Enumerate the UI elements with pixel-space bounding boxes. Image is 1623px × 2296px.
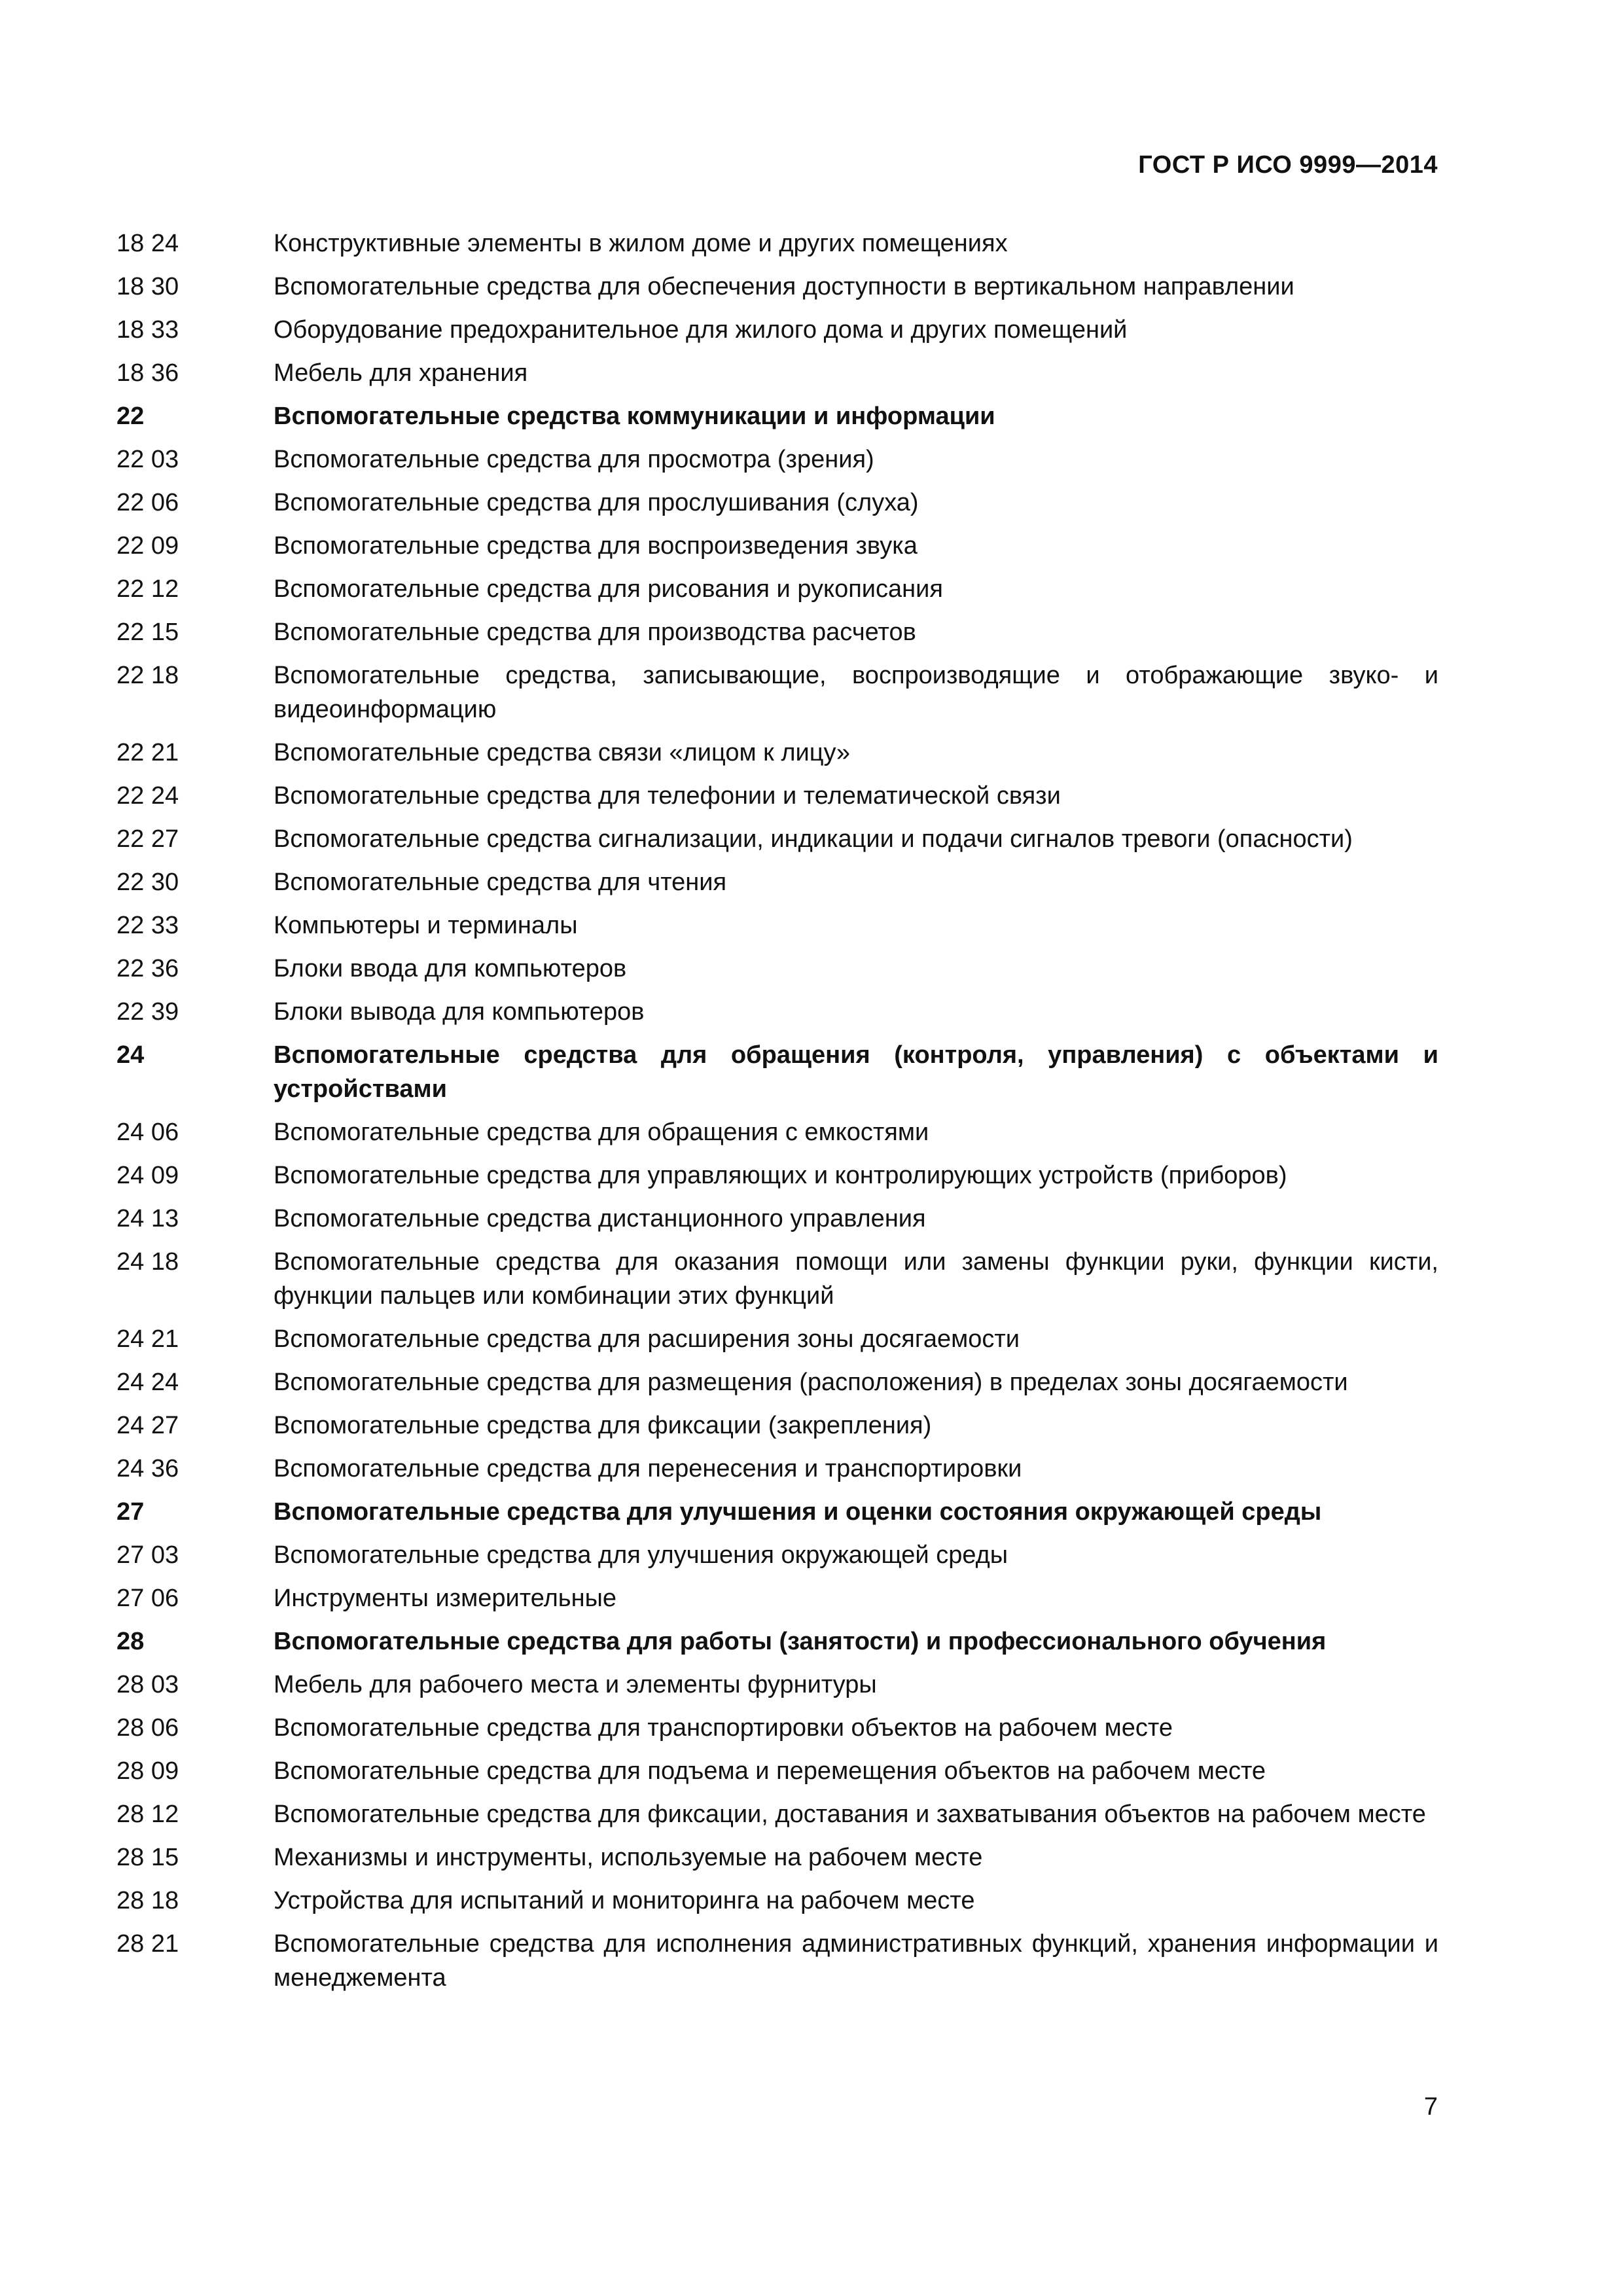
- classification-description: Вспомогательные средства для обращения (контроля, управления) с объектами и устройствами: [274, 1041, 1438, 1103]
- classification-description: Конструктивные элементы в жилом доме и других помещениях: [274, 230, 1008, 257]
- classification-description: Вспомогательные средства для обеспечения доступности в вертикальном направлении: [274, 273, 1294, 300]
- classification-description: Вспомогательные средства для управляющих и контролирующих устройств (приборов): [274, 1162, 1287, 1189]
- subclass-row: [116, 908, 1438, 952]
- classification-description: Вспомогательные средства сигнализации, индикации и подачи сигналов тревоги (опасности): [274, 825, 1353, 853]
- classification-description: Вспомогательные средства связи «лицом к лицу»: [274, 739, 851, 766]
- classification-code: 24 27: [116, 1412, 179, 1439]
- classification-description: Вспомогательные средства для исполнения административных функций, хранения информации и менеджемента: [274, 1930, 1438, 1992]
- subclass-row: [116, 1797, 1438, 1840]
- classification-description: Вспомогательные средства для расширения зоны досягаемости: [274, 1325, 1020, 1353]
- classification-code: 27: [116, 1498, 145, 1526]
- classification-description: Вспомогательные средства для размещения (расположения) в пределах зоны досягаемости: [274, 1369, 1348, 1396]
- subclass-row: [116, 1711, 1438, 1754]
- subclass-row: [116, 995, 1438, 1038]
- subclass-row: [116, 226, 1438, 270]
- classification-description: Мебель для хранения: [274, 359, 528, 387]
- classification-code: 27 03: [116, 1541, 179, 1569]
- page-number: 7: [1423, 2093, 1438, 2121]
- subclass-row: [116, 658, 1438, 736]
- classification-description: Вспомогательные средства для воспроизведения звука: [274, 532, 918, 560]
- subclass-row: [116, 865, 1438, 908]
- classification-description: Вспомогательные средства коммуникации и информации: [274, 403, 995, 430]
- classification-description: Вспомогательные средства для перенесения и транспортировки: [274, 1455, 1022, 1482]
- classification-code: 24: [116, 1041, 145, 1069]
- classification-code: 22 03: [116, 446, 179, 473]
- subclass-row: [116, 1840, 1438, 1884]
- classification-description: Вспомогательные средства для оказания помощи или замены функции руки, функции кисти, функции пальцев или комбинации этих функций: [274, 1248, 1438, 1310]
- classification-code: 24 24: [116, 1369, 179, 1396]
- classification-code: 24 13: [116, 1205, 179, 1232]
- classification-code: 22 39: [116, 998, 179, 1026]
- classification-code: 22 24: [116, 782, 179, 810]
- classification-code: 24 18: [116, 1248, 179, 1276]
- subclass-row: [116, 779, 1438, 822]
- classification-code: 22 06: [116, 489, 179, 516]
- classification-code: 22 27: [116, 825, 179, 853]
- classification-description: Оборудование предохранительное для жилого дома и других помещений: [274, 316, 1128, 344]
- classification-code: 28 12: [116, 1801, 179, 1828]
- classification-code: 18 33: [116, 316, 179, 344]
- class-heading-row: [116, 1624, 1438, 1668]
- subclass-row: [116, 736, 1438, 779]
- subclass-row: [116, 1538, 1438, 1581]
- classification-code: 28 03: [116, 1671, 179, 1698]
- classification-description: Мебель для рабочего места и элементы фурнитуры: [274, 1671, 877, 1698]
- subclass-row: [116, 572, 1438, 615]
- classification-description: Вспомогательные средства для фиксации, доставания и захватывания объектов на рабочем месте: [274, 1801, 1426, 1828]
- classification-code: 22 33: [116, 912, 179, 939]
- classification-code: 18 24: [116, 230, 179, 257]
- classification-code: 28 15: [116, 1844, 179, 1871]
- classification-code: 22 36: [116, 955, 179, 982]
- subclass-row: [116, 615, 1438, 658]
- classification-code: 28: [116, 1628, 145, 1655]
- classification-code: 24 36: [116, 1455, 179, 1482]
- classification-description: Вспомогательные средства дистанционного управления: [274, 1205, 926, 1232]
- classification-description: Блоки вывода для компьютеров: [274, 998, 645, 1026]
- subclass-row: [116, 822, 1438, 865]
- classification-description: Вспомогательные средства для телефонии и телематической связи: [274, 782, 1061, 810]
- classification-description: Вспомогательные средства для прослушивания (слуха): [274, 489, 919, 516]
- subclass-row: [116, 1452, 1438, 1495]
- classification-code: 28 21: [116, 1930, 179, 1958]
- class-heading-row: [116, 1038, 1438, 1115]
- classification-code: 22 09: [116, 532, 179, 560]
- classification-description: Вспомогательные средства, записывающие, воспроизводящие и отображающие звуко- и видеоинформацию: [274, 662, 1438, 723]
- classification-code: 24 06: [116, 1119, 179, 1146]
- classification-code: 28 06: [116, 1714, 179, 1742]
- subclass-row: [116, 1115, 1438, 1158]
- classification-description: Вспомогательные средства для улучшения и оценки состояния окружающей среды: [274, 1498, 1322, 1526]
- subclass-row: [116, 270, 1438, 313]
- subclass-row: [116, 1202, 1438, 1245]
- classification-code: 27 06: [116, 1585, 179, 1612]
- classification-list: [116, 226, 1438, 2004]
- subclass-row: [116, 1245, 1438, 1322]
- subclass-row: [116, 1754, 1438, 1797]
- classification-description: Механизмы и инструменты, используемые на рабочем месте: [274, 1844, 983, 1871]
- subclass-row: [116, 1581, 1438, 1624]
- classification-description: Вспомогательные средства для просмотра (зрения): [274, 446, 874, 473]
- subclass-row: [116, 1927, 1438, 2004]
- class-heading-row: [116, 1495, 1438, 1538]
- subclass-row: [116, 1884, 1438, 1927]
- classification-description: Вспомогательные средства для подъема и перемещения объектов на рабочем месте: [274, 1757, 1266, 1785]
- subclass-row: [116, 442, 1438, 486]
- classification-description: Вспомогательные средства для производства расчетов: [274, 619, 916, 646]
- classification-code: 24 09: [116, 1162, 179, 1189]
- classification-code: 22 18: [116, 662, 179, 689]
- subclass-row: [116, 529, 1438, 572]
- classification-code: 28 18: [116, 1887, 179, 1914]
- classification-code: 22 30: [116, 869, 179, 896]
- subclass-row: [116, 952, 1438, 995]
- classification-description: Инструменты измерительные: [274, 1585, 617, 1612]
- classification-description: Вспомогательные средства для улучшения окружающей среды: [274, 1541, 1008, 1569]
- classification-description: Блоки ввода для компьютеров: [274, 955, 627, 982]
- classification-code: 28 09: [116, 1757, 179, 1785]
- subclass-row: [116, 356, 1438, 399]
- classification-code: 18 36: [116, 359, 179, 387]
- classification-description: Вспомогательные средства для обращения с емкостями: [274, 1119, 929, 1146]
- classification-code: 22: [116, 403, 145, 430]
- classification-code: 22 12: [116, 575, 179, 603]
- document-header: ГОСТ Р ИСО 9999—2014: [1138, 151, 1438, 179]
- subclass-row: [116, 313, 1438, 356]
- classification-code: 24 21: [116, 1325, 179, 1353]
- subclass-row: [116, 486, 1438, 529]
- classification-description: Компьютеры и терминалы: [274, 912, 578, 939]
- classification-description: Вспомогательные средства для транспортировки объектов на рабочем месте: [274, 1714, 1173, 1742]
- classification-description: Вспомогательные средства для фиксации (закрепления): [274, 1412, 932, 1439]
- subclass-row: [116, 1158, 1438, 1202]
- subclass-row: [116, 1365, 1438, 1408]
- classification-code: 18 30: [116, 273, 179, 300]
- subclass-row: [116, 1668, 1438, 1711]
- subclass-row: [116, 1408, 1438, 1452]
- class-heading-row: [116, 399, 1438, 442]
- subclass-row: [116, 1322, 1438, 1365]
- classification-code: 22 21: [116, 739, 179, 766]
- classification-description: Вспомогательные средства для рисования и рукописания: [274, 575, 943, 603]
- classification-description: Устройства для испытаний и мониторинга на рабочем месте: [274, 1887, 975, 1914]
- classification-description: Вспомогательные средства для чтения: [274, 869, 727, 896]
- classification-description: Вспомогательные средства для работы (занятости) и профессионального обучения: [274, 1628, 1327, 1655]
- classification-code: 22 15: [116, 619, 179, 646]
